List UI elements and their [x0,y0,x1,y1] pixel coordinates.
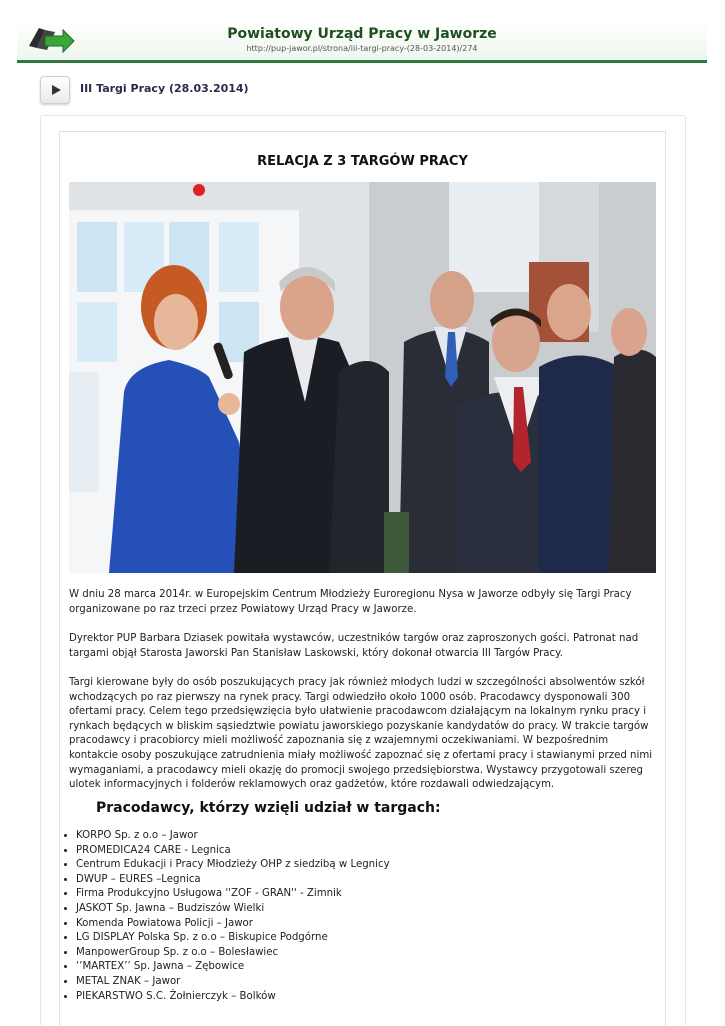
site-header [17,22,707,63]
event-photo [69,182,656,573]
list-item: • KORPO Sp. z o.o – Jawor [76,829,390,844]
article-container [59,131,666,1026]
list-item: • DWUP – EURES –Legnica [76,873,390,888]
article-title: RELACJA Z 3 TARGÓW PRACY [257,154,468,169]
list-item: • PIEKARSTWO S.C. Żołnierczyk – Bolków [76,990,390,1005]
list-item: • ManpowerGroup Sp. z o.o – Bolesławiec [76,946,390,961]
paragraph-3: Targi kierowane były do osób poszukujących pracy jak również młodych ludzi w szczególności absolwentów szkół wchodzących po raz pierwszy na rynek pracy. Targi odwiedziło około 1000 osób. Pracodawcy dysponowali 300 ofertami pracy. Celem tego przedsięwzięcia było ułatwienie pracodawcom działającym na lokalnym rynku pracy i rynkach będących w bliskim sąsiedztwie powiatu jaworskiego pozyskanie kandydatów do pracy. W trakcie targów pracodawcy i pracobiorcy mieli możliwość zapoznania się z wzajemnymi oczekiwaniami. W bezpośrednim kontakcie osoby poszukujące zatrudnienia miały możliwość zapoznać się z ofertami pracy i stawianymi przed nimi wymaganiami, a pracodawcy mieli okazję do promocji swojego przedsiębiorstwa. Wystawcy przygotowali szereg ulotek informacyjnych i folderów reklamowych oraz gadżetów, które rozdawali odwiedzającym. [69,677,653,791]
page-url[interactable]: http://pup-jawor.pl/strona/iii-targi-pracy-(28-03-2014)/274 [246,44,478,53]
breadcrumb-title[interactable]: III Targi Pracy (28.03.2014) [80,82,249,95]
list-item: • Firma Produkcyjno Usługowa ''ZOF - GRAN'' - Zimnik [76,887,390,902]
play-icon[interactable] [40,76,70,104]
list-item: • PROMEDICA24 CARE - Legnica [76,844,390,859]
paragraph-1: W dniu 28 marca 2014r. w Europejskim Centrum Młodzieży Euroregionu Nysa w Jaworze odbyły się Targi Pracy organizowane po raz trzeci przez Powiatowy Urząd Pracy w Jaworze. [69,589,632,615]
paragraph-2: Dyrektor PUP Barbara Dziasek powitała wystawców, uczestników targów oraz zaproszonych gości. Patronat nad targami objął Starosta Jaworski Pan Stanisław Laskowski, który dokonał otwarcia III Targów Pracy. [69,633,639,659]
site-title[interactable]: Powiatowy Urząd Pracy w Jaworze [227,26,497,42]
list-item: • ‘’MARTEX’’ Sp. Jawna – Zębowice [76,960,390,975]
employers-heading: Pracodawcy, którzy wzięli udział w targach: [96,800,441,816]
list-item: • Komenda Powiatowa Policji – Jawor [76,917,390,932]
employers-list [62,829,390,1004]
content-panel [40,115,686,1025]
list-item: • Centrum Edukacji i Pracy Młodzieży OHP z siedzibą w Legnicy [76,858,390,873]
list-item: • JASKOT Sp. Jawna – Budziszów Wielki [76,902,390,917]
list-item: • LG DISPLAY Polska Sp. z o.o – Biskupice Podgórne [76,931,390,946]
list-item: • METAL ZNAK – Jawor [76,975,390,990]
